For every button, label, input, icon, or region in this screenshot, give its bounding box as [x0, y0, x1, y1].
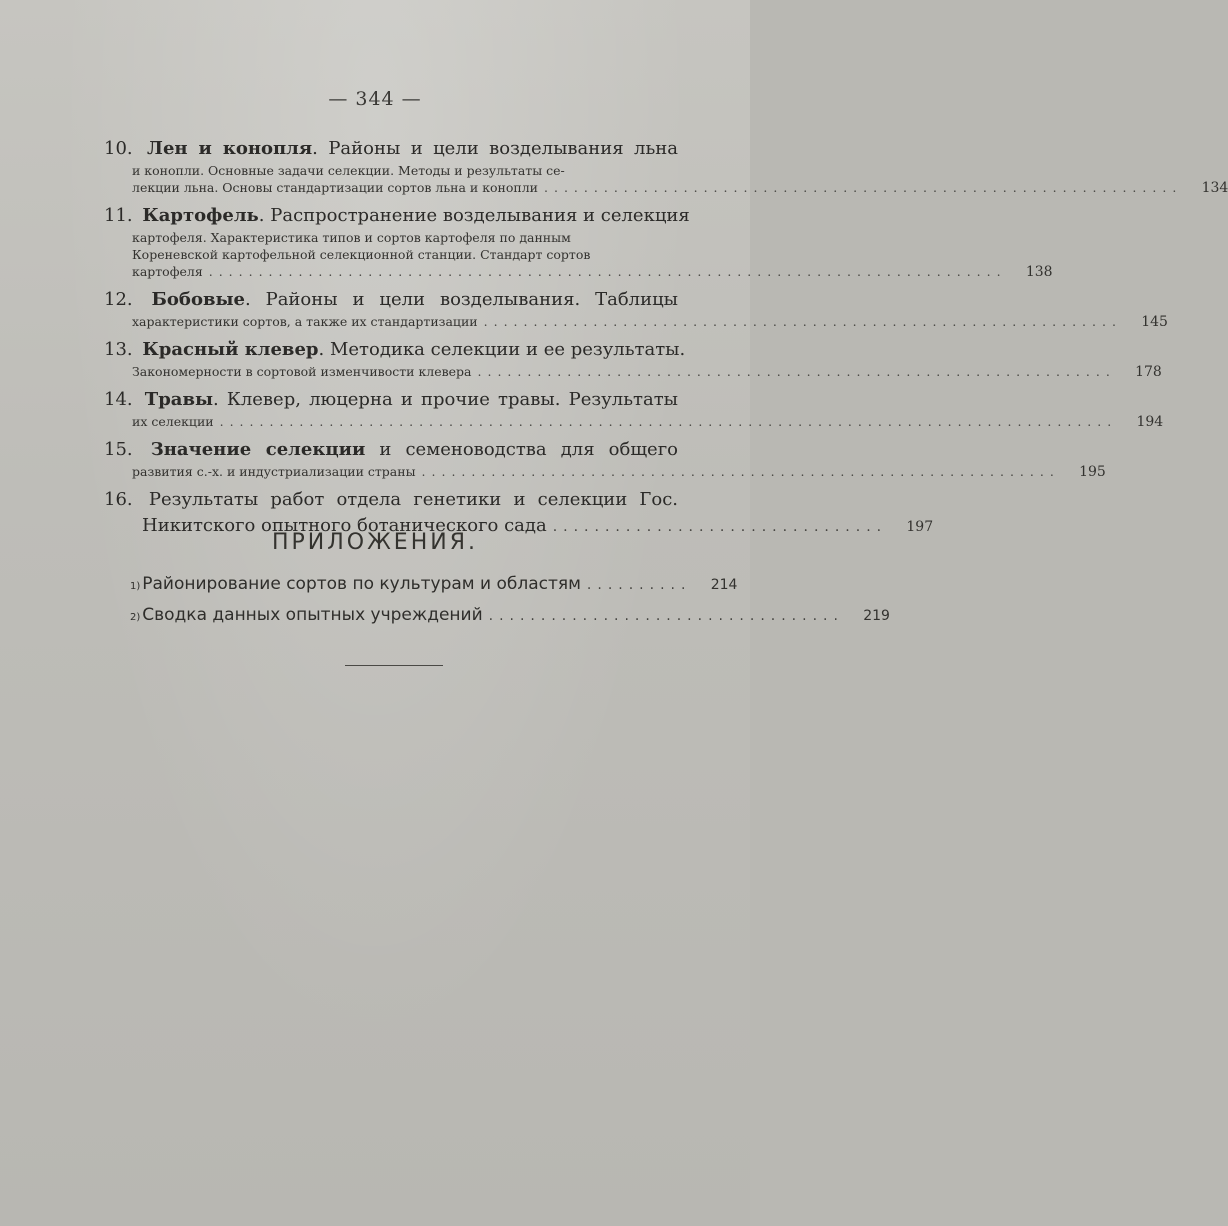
- toc-entry-number: 14.: [104, 389, 133, 410]
- toc-entry-subtext: характеристики сортов, а также их стандартизации: [132, 314, 478, 329]
- toc-entry-subtext: их селекции: [132, 414, 214, 429]
- appendix-item-text: Районирование сортов по культурам и областям: [142, 574, 581, 594]
- toc-entry-title: Лен и конопля: [147, 138, 313, 159]
- toc-entry-heading: [104, 203, 696, 229]
- toc-title-period: .: [244, 289, 251, 310]
- appendix-item-2: [130, 601, 890, 632]
- toc-entry-number: 15.: [104, 439, 133, 460]
- dot-leader: ................................................................: [421, 464, 1060, 479]
- appendix-item-1: [130, 570, 738, 601]
- appendix-item-page[interactable]: 214: [710, 577, 738, 593]
- toc-entry-description: Районы и цели возделывания. Таблицы: [265, 289, 678, 310]
- dot-leader: ................................................................: [544, 180, 1183, 195]
- toc-title-period: .: [318, 339, 325, 360]
- toc-entry-number: 12.: [104, 289, 133, 310]
- toc-entry-page[interactable]: 138: [1025, 264, 1053, 280]
- appendix-item-page[interactable]: 219: [863, 608, 890, 624]
- toc-entry-last-line: [104, 263, 1053, 281]
- appendix-item-mark: 1): [130, 581, 141, 592]
- toc-entry-page[interactable]: 145: [1141, 314, 1168, 330]
- toc-entry-14: [104, 387, 1164, 431]
- toc-entry-heading: [104, 136, 696, 162]
- appendix-item-mark: 2): [130, 612, 141, 623]
- toc-entry-12: [104, 287, 1168, 331]
- toc-entry-title: Бобовые: [151, 289, 245, 310]
- toc-entry-description: Методика селекции и ее результаты.: [329, 339, 686, 360]
- toc-entry-description: Клевер, люцерна и прочие травы. Результаты: [226, 389, 678, 410]
- toc-entry-heading: [104, 437, 696, 463]
- appendix-item-text: Сводка данных опытных учреждений: [142, 605, 483, 625]
- toc-entry-11: [104, 203, 1053, 281]
- appendix-list: [130, 570, 890, 632]
- toc-entry-last-line: [104, 363, 1162, 381]
- toc-entry-subtext: развития с.-х. и индустриализации страны: [132, 464, 416, 479]
- dot-leader: ................................................................: [477, 364, 1116, 379]
- toc-entry-description: Результаты работ отдела генетики и селекции Гос.: [148, 489, 678, 510]
- appendix-heading: ПРИЛОЖЕНИЯ.: [271, 530, 478, 555]
- toc-entry-number: 10.: [104, 138, 133, 159]
- closing-rule: [345, 665, 443, 666]
- toc-entry-heading: [104, 487, 696, 513]
- toc-entry-title: Красный клевер: [142, 339, 319, 360]
- toc-entry-description: и семеноводства для общего: [379, 439, 678, 460]
- toc-title-period: .: [312, 138, 318, 159]
- toc-entry-page[interactable]: 178: [1135, 364, 1162, 380]
- toc-entry-page[interactable]: 194: [1136, 414, 1164, 430]
- toc-entry-last-line: [104, 413, 1164, 431]
- toc-entry-number: 13.: [104, 339, 133, 360]
- table-of-contents: [104, 136, 1228, 546]
- dot-leader: ..........................................................................................: [219, 414, 1118, 429]
- toc-entry-subtext: Кореневской картофельной селекционной станции. Стандарт сортов: [132, 247, 591, 262]
- toc-entry-page[interactable]: 195: [1079, 464, 1106, 480]
- toc-entry-description: Распространение возделывания и селекция: [270, 205, 690, 226]
- toc-entry-last-line: [104, 313, 1168, 331]
- toc-entry-subtext: Закономерности в сортовой изменчивости клевера: [132, 364, 472, 379]
- toc-entry-last-line: [104, 463, 1106, 481]
- dot-leader: ................................................................................: [208, 264, 1007, 279]
- toc-entry-page[interactable]: 197: [906, 519, 934, 535]
- toc-title-period: .: [258, 205, 265, 226]
- toc-title-period: .: [213, 389, 219, 410]
- toc-entry-subtext: и конопли. Основные задачи селекции. Методы и результаты се-: [132, 163, 565, 178]
- dot-leader: ..................................: [488, 608, 844, 624]
- dot-leader: ................................: [552, 519, 888, 535]
- toc-entry-page[interactable]: 134: [1201, 180, 1228, 196]
- toc-entry-heading: [104, 387, 696, 413]
- toc-entry-subtext: картофеля: [132, 264, 203, 279]
- toc-entry-description: Никитского опытного ботанического сада: [142, 515, 547, 536]
- toc-entry-heading: [104, 287, 696, 313]
- toc-entry-13: [104, 337, 1162, 381]
- toc-entry-number: 16.: [104, 489, 133, 510]
- toc-entry-10: [104, 136, 1228, 197]
- dot-leader: ..........: [586, 577, 692, 593]
- page-number: — 344 —: [328, 88, 422, 110]
- toc-entry-description: Районы и цели возделывания льна: [328, 138, 678, 159]
- toc-entry-15: [104, 437, 1106, 481]
- toc-entry-number: 11.: [104, 205, 133, 226]
- toc-entry-title: Значение селекции: [150, 439, 366, 460]
- toc-entry-last-line: [104, 179, 1228, 197]
- toc-entry-subtext: картофеля. Характеристика типов и сортов картофеля по данным: [132, 230, 571, 245]
- toc-entry-heading: [104, 337, 696, 363]
- toc-entry-title: Картофель: [142, 205, 259, 226]
- toc-entry-subtext: лекции льна. Основы стандартизации сортов льна и конопли: [132, 180, 538, 195]
- dot-leader: ................................................................: [483, 314, 1122, 329]
- toc-entry-title: Травы: [144, 389, 213, 410]
